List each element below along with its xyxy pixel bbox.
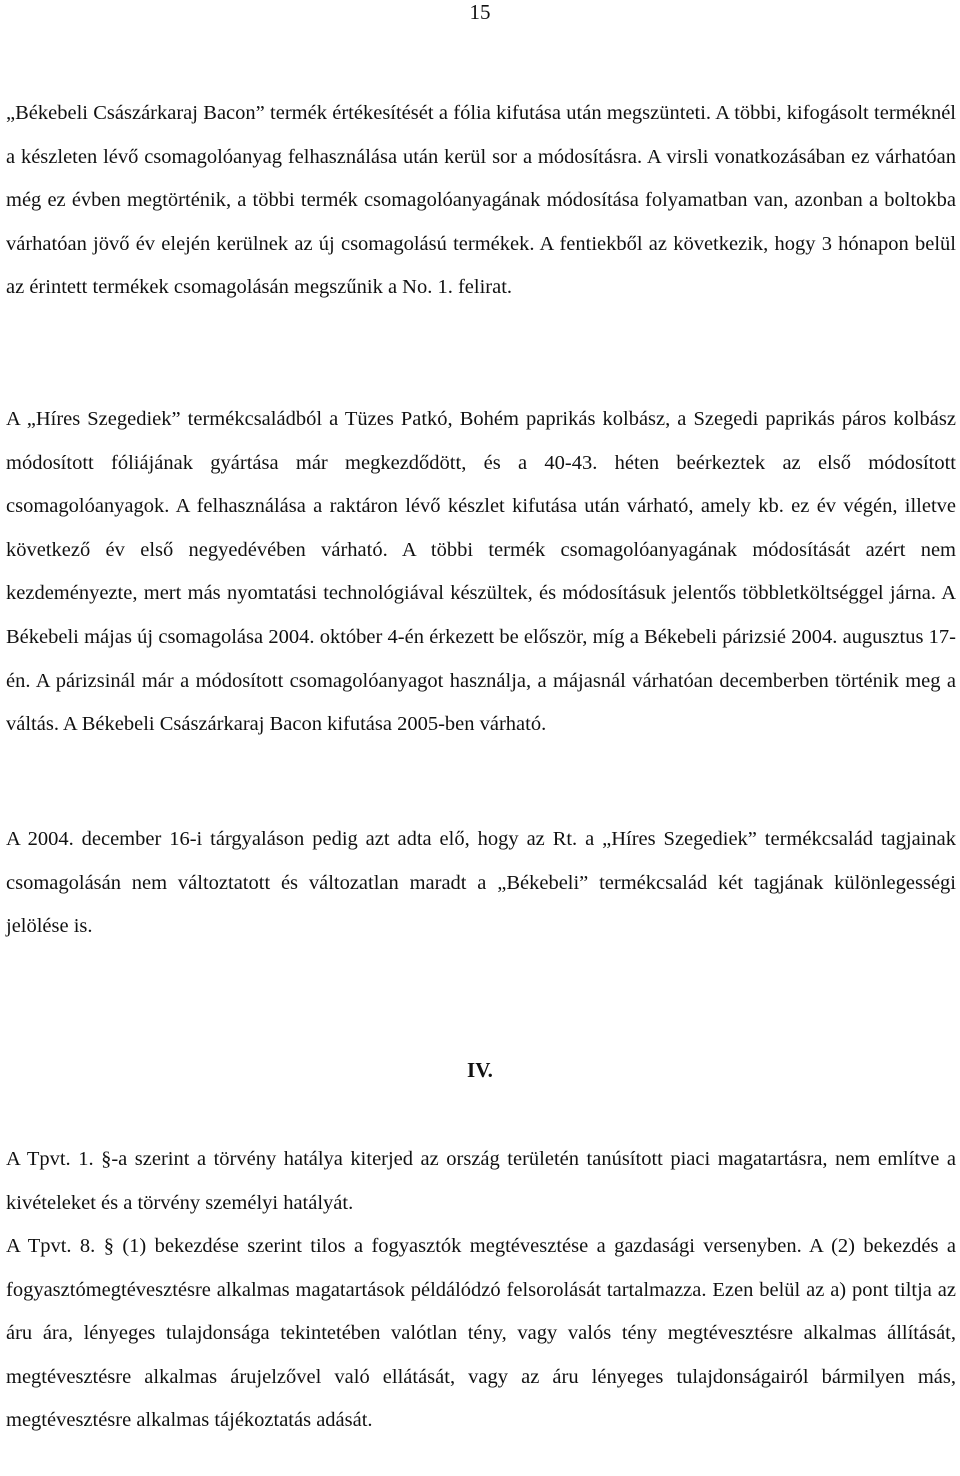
page-number: 15 — [469, 0, 491, 24]
paragraph-hearing-statement: A 2004. december 16-i tárgyaláson pedig azt adta elő, hogy az Rt. a „Híres Szegediek” termékcsalád tagjainak csomagolásán nem változtatott és változatlan maradt a „Békebeli” termékcsalád két tagjának különlegességi jelölése is. — [6, 828, 956, 938]
paragraph-hires-szegediek-packaging: A „Híres Szegediek” termékcsaládból a Tüzes Patkó, Bohém paprikás kolbász, a Szegedi paprikás páros kolbász módosított fóliájának gyártása már megkezdődött, és a 40-43. héten beérkeztek az első módosított csomagolóanyagok. A felhasználása a raktáron lévő készlet kifutása után várható, amely kb. ez év végén, illetve következő év első negyedévében várható. A többi termék csomagolóanyagának módosítását azért nem kezdeményezte, mert más nyomtatási technológiával készültek, és módosításuk jelentős többletköltséggel járna. A Békebeli májas új csomagolása 2004. október 4-én érkezett be először, míg a Békebeli párizsié 2004. augusztus 17-én. A párizsinál már a módosított csomagolóanyagot használja, a májasnál várhatóan decemberben történik meg a váltás. A Békebeli Császárkaraj Bacon kifutása 2005-ben várható. — [6, 408, 956, 736]
section-heading: IV. — [467, 1058, 493, 1082]
paragraph-tpvt-scope: A Tpvt. 1. §-a szerint a törvény hatálya kiterjed az ország területén tanúsított piaci magatartásra, nem említve a kivételeket és a törvény személyi hatályát. — [6, 1148, 956, 1214]
paragraph-bacon-discontinuation: „Békebeli Császárkaraj Bacon” termék értékesítését a fólia kifutása után megszünteti. A többi, kifogásolt terméknél a készleten lévő csomagolóanyag felhasználása után kerül sor a módosításra. A virsli vonatkozásában ez várhatóan még ez évben megtörténik, a többi termék csomagolóanyagának módosítása folyamatban van, azonban a boltokba várhatóan jövő év elején kerülnek az új csomagolású termékek. A fentiekből az következik, hogy 3 hónapon belül az érintett termékek csomagolásán megszűnik a No. 1. felirat. — [6, 102, 956, 299]
paragraph-tpvt-consumer-deception: A Tpvt. 8. § (1) bekezdése szerint tilos a fogyasztók megtévesztése a gazdasági versenyben. A (2) bekezdés a fogyasztómegtévesztésre alkalmas magatartások példálódzó felsorolását tartalmazza. Ezen belül az a) pont tiltja az áru ára, lényeges tulajdonsága tekintetében valótlan tény, vagy valós tény megtévesztésre alkalmas állítását, megtévesztésre alkalmas árujelzővel való ellátását, vagy az áru lényeges tulajdonságairól bármilyen más, megtévesztésre alkalmas tájékoztatás adását. — [6, 1235, 956, 1432]
